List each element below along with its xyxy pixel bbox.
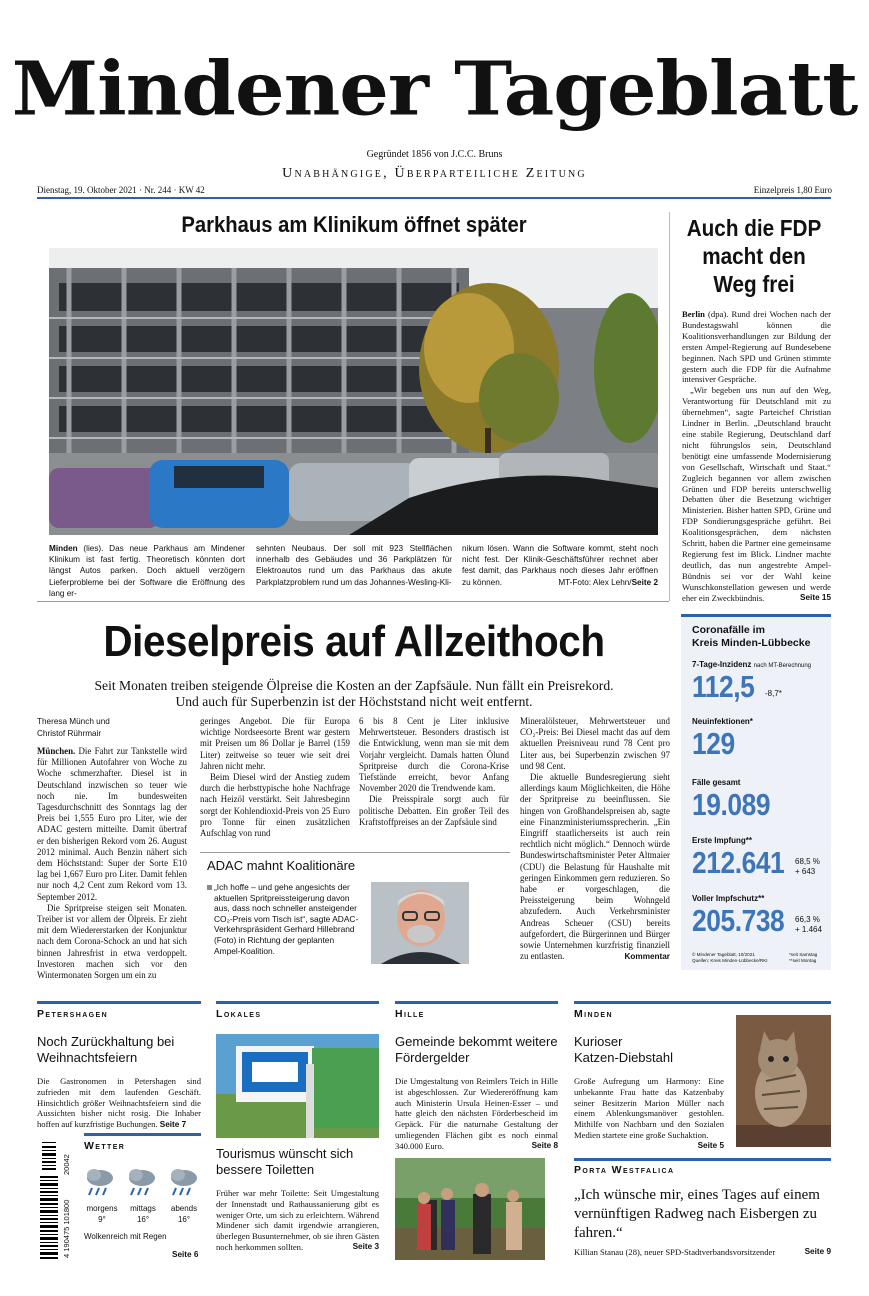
faelle-label: Fälle gesamt bbox=[692, 778, 741, 787]
hille-photo bbox=[395, 1158, 545, 1260]
wetter-head: Wetter bbox=[84, 1140, 126, 1152]
rain-cloud-icon bbox=[129, 1169, 155, 1195]
erst-delta: 68,5 % + 643 bbox=[795, 857, 820, 876]
rain-cloud-icon bbox=[87, 1169, 113, 1195]
col-text: geringes Angebot. Die für Europa wichtige Nordseesorte Brent war gestern mit Preisen um 86 Dollar je Barrel (159 Liter) zeitweise so teuer wie seit drei Jahren nicht mehr. bbox=[200, 716, 350, 771]
col-text: Die Spritpreise steigen seit Monaten. Treiber ist vor allem der Ölpreis. Er zieht mit dem Wiedererstarken der Konjunktur nach dem Corona-Schock an und hat sich binnen Jahresfrist in etwa verdoppelt. Investoren machen sich vor den Wintermonaten Sorgen um ein zu bbox=[37, 902, 187, 981]
voll-value: 205.738 bbox=[692, 903, 785, 938]
erst-value: 212.641 bbox=[692, 845, 785, 880]
section-rule bbox=[395, 1001, 558, 1004]
price: Einzelpreis 1,80 Euro bbox=[753, 185, 832, 195]
minden-title: Kurioser Katzen-Diebstahl bbox=[574, 1034, 673, 1065]
fdp-body bbox=[682, 309, 831, 603]
parkhaus-photo bbox=[49, 248, 658, 535]
parkhaus-caption-col3 bbox=[462, 543, 658, 588]
section-rule bbox=[37, 1001, 201, 1004]
lokales-title: Tourismus wünscht sich bessere Toiletten bbox=[216, 1146, 354, 1177]
fdp-text2: „Wir begeben uns nun auf den Weg, Verantwortung für Deutschland mit zu übernehmen“, sagte Parteichef Christian Lindner in Berlin. „Deutschland braucht eine stabile Regierung, Deutschland darf nicht führungslos sein, Deutschland benötigt eine umfassende Modernisierung von Gesellschaft, Wirtschaft und Staat.“ Zugleich begannen vor allem zwischen Grünen und FDP bereits unterschwellig Debatten über die Besetzung wichtiger Ministerien. Bisher hatten SPD, Grüne und FDP Sondierungsgespräche geführt. Bei Koalitionsgesprächen, dem nächsten Schritt, haben die Partner eine gemeinsame Regierung fest im Blick. Lindner machte deutlich, das nun angestrebte Ampel-Bündnis sei vor der Wahl keine Wunschkonstellation gewesen und werde eher ein Zweckbündnis. bbox=[682, 385, 831, 603]
hille-body: Die Umgestaltung von Reimlers Teich in Hille ist abgeschlossen. Zur Wiedereröffnung kam auch Ministerin Ursula Heinen-Esser – und hatte gleich den nächsten Förderbescheid im Gepäck. Für die naturnahe Gestaltung der umliegenden Flächen gibt es noch einmal 340.000 Euro. Seite 8 bbox=[395, 1076, 558, 1151]
wetter-pageref[interactable]: Seite 6 bbox=[172, 1250, 199, 1259]
lokales-pageref[interactable]: Seite 3 bbox=[352, 1241, 379, 1251]
col-text: Die Fahrt zur Tankstelle wird für Millionen Autofahrer von Woche zu Woche schmerzhafter. Diesel ist in Deutschland inzwischen so teuer wie noch nie. Im bundesweiten Tagesdurchschnitt des Sonntags lag der Preis bei 1,555 Euro pro Liter, wie der ADAC gestern mitteilte. Damit übertraf er den bisherigen Rekord vom 26. August 2012 minimal. Auch Benzin nähert sich dem Höchststand: Super der Sorte E10 lag bei 1,667 Euro pro Liter. Damit fehlen nur noch 4,2 Cent zum Rekord vom 13. September 2012. bbox=[37, 746, 187, 902]
author-line: Theresa Münch und bbox=[37, 717, 110, 726]
kommentar-ref[interactable]: Kommentar bbox=[624, 952, 670, 962]
inzidenz-value: 112,5 bbox=[692, 669, 755, 704]
fdp-headline: Auch die FDP macht den Weg frei bbox=[686, 215, 822, 297]
petershagen-head: Petershagen bbox=[37, 1008, 109, 1020]
diesel-subline bbox=[40, 678, 668, 710]
neuinf-label: Neuinfektionen* bbox=[692, 717, 753, 726]
col-text: Die aktuelle Bundesregierung sieht allerdings kaum Möglichkeiten, die Höhe der Spritpreise zu beeinflussen. Sie hingen von Großhandelspreisen ab, sagte eine Finanzministeriumssprecherin. „Ein Eingriff staatlicherseits ist auch rein rechtlich nicht möglich.“ Dennoch würde Bundeswirtschaftsminister Peter Altmaier (CDU) die Belastung für Haushalte mit geringen Einkommen gern reduzieren. So habe er vorgeschlagen, die Preissteigerung beim Wohngeld abzufedern. Auch Verkehrsminister Andreas Scheuer (CSU) bereits aufgefordert, die Bürgerinnen und Bürger sowie Unternehmen kurzfristig finanziell zu entlasten. bbox=[520, 772, 670, 962]
caption-text: (lies). Das neue Parkhaus am Mindener Klinikum ist fast fertig. Theoretisch könnten dort längst Autos parken. Doch aktuell verzögern Lieferprobleme bei der Software die Eröffnung des lang er- bbox=[49, 544, 245, 598]
diesel-col2 bbox=[200, 716, 350, 839]
petershagen-title: Noch Zurückhaltung bei Weihnachtsfeiern bbox=[37, 1034, 175, 1065]
inzidenz-delta: -8,7* bbox=[765, 689, 782, 698]
divider bbox=[37, 601, 669, 602]
faelle-value: 19.089 bbox=[692, 787, 771, 822]
hille-pageref[interactable]: Seite 8 bbox=[531, 1140, 558, 1150]
photo-credit: MT-Foto: Alex Lehn/Seite 2 bbox=[558, 577, 658, 587]
porta-pageref[interactable]: Seite 9 bbox=[804, 1247, 831, 1256]
corona-box bbox=[681, 614, 831, 970]
lokales-head: Lokales bbox=[216, 1008, 262, 1020]
minden-cat-photo bbox=[736, 1015, 831, 1147]
adac-box bbox=[200, 852, 510, 974]
fdp-pageref[interactable]: Seite 15 bbox=[800, 592, 831, 602]
weather-morning: morgens 9° bbox=[86, 1204, 118, 1224]
col-text: Mineralölsteuer, Mehrwertsteuer und CO₂-Preis: Bei Diesel macht das auf dem aktuellen Preisniveau rund 78 Cent pro Liter aus, bei Superbenzin zwischen 97 und 98 Cent. bbox=[520, 716, 670, 771]
dateline: Dienstag, 19. Oktober 2021 · Nr. 244 · KW 42 bbox=[37, 185, 205, 195]
col-text: Die Preisspirale sorgt auch für politische Debatten. Ein großer Teil des Kraftstoffpreises an der Zapfsäule sind bbox=[359, 794, 509, 827]
diesel-col3 bbox=[359, 716, 509, 828]
hille-head: Hille bbox=[395, 1008, 425, 1020]
lokales-body: Früher war mehr Toilette: Seit Umgestaltung der Innenstadt und Rathaussanierung gibt es weniger Orte, um sich zu erleichtern. Während Mindener sich damit irgendwie arrangieren, überlegen Busunternehmer, ob sie ihren Gästen noch herkommen sollten. Seite 3 bbox=[216, 1188, 379, 1252]
parkhaus-caption-col2: sehnten Neubaus. Der soll mit 923 Stellflächen innerhalb des Gebäudes und 36 Parkplätzen für Elektroautos rund um das Parkhaus das akute Parkplatzproblem rund um das Johannes-Wesling-Kli- bbox=[256, 544, 452, 587]
petershagen-body: Die Gastronomen in Petershagen sind zufrieden mit dem laufenden Geschäft. Hinsichtlich größer Weihnachtsfeiern sind die Aussichten bisher nicht rosig. Die Inhaber hoffen auf kurzfristige Buchungen. Seite 7 bbox=[37, 1076, 201, 1130]
issue-number: 20042 bbox=[62, 1154, 71, 1175]
section-rule bbox=[574, 1001, 831, 1004]
minden-body: Große Aufregung um Harmony: Eine unbekannte Frau hatte das Katzenbaby seiner Besitzerin Marion Müller nach einem Ablenkungsmanöver gestohlen. Mithilfe von Nachbarn und den Sozialen Medien startete eine große Suchaktion. Seite 5 bbox=[574, 1076, 724, 1150]
rain-cloud-icon bbox=[171, 1169, 197, 1195]
weather-icons bbox=[82, 1164, 202, 1198]
adac-text: „Ich hoffe – und gehe angesichts der aktuellen Spritpreissteigerung davon aus, dass noch schneller ansteigender CO₂-Preis vom Tisch ist“, sagte ADAC-Verkehrspräsident Gerhard Hillebrand (Foto) in Richtung der geplanten Ampel-Koalition. bbox=[214, 882, 359, 956]
porta-attribution: Killian Stanau (28), neuer SPD-Stadtverbandsvorsitzender Seite 9 bbox=[574, 1247, 831, 1257]
adac-portrait bbox=[371, 882, 469, 964]
neuinf-value: 129 bbox=[692, 726, 735, 761]
porta-head: Porta Westfalica bbox=[574, 1164, 675, 1176]
parkhaus-caption-col1 bbox=[49, 543, 245, 599]
corona-footnote-source: © Mindener Tageblatt, 10/2021 Quellen: Kreis Minden-Lübbecke/RKI bbox=[692, 952, 768, 963]
weather-desc: Wolkenreich mit Regen bbox=[84, 1232, 167, 1241]
erst-label: Erste Impfung** bbox=[692, 836, 753, 845]
founded-line: Gegründet 1856 von J.C.C. Bruns bbox=[366, 149, 503, 160]
porta-quote: „Ich wünsche mir, eines Tages auf einem vernünftigen Radweg nach Eisbergen zu fahren.“ bbox=[574, 1187, 820, 1241]
weather-evening: abends 16° bbox=[170, 1204, 198, 1224]
author-line: Christof Rührmair bbox=[37, 729, 102, 738]
voll-delta: 66,3 % + 1.464 bbox=[795, 915, 822, 934]
diesel-subline-1: Seit Monaten treiben steigende Ölpreise die Kosten an der Zapfsäule. Nun fällt ein Preisrekord. bbox=[94, 678, 614, 693]
parkhaus-pageref[interactable]: Seite 2 bbox=[631, 577, 658, 587]
inzidenz-label: 7-Tage-Inzidenz nach MT-Berechnung bbox=[692, 660, 812, 669]
diesel-authors bbox=[37, 716, 110, 740]
petershagen-pageref[interactable]: Seite 7 bbox=[159, 1120, 187, 1130]
bullet-icon bbox=[207, 885, 212, 890]
col-text: 6 bis 8 Cent je Liter inklusive Mehrwertsteuer. Besonders drastisch ist die Entwicklung, wenn man sie mit dem Vorjahr vergleicht. Damals hatten Ölund Spritpreise durch die Corona-Krise Tiefstände erreicht, bevor Anfang November 2020 die Trendwende kam. bbox=[359, 716, 509, 794]
divider bbox=[200, 852, 510, 853]
minden-head: Minden bbox=[574, 1008, 613, 1020]
adac-title: ADAC mahnt Koalitionäre bbox=[207, 858, 356, 873]
hille-title: Gemeinde bekommt weitere Fördergelder bbox=[395, 1034, 558, 1065]
caption-lead: Minden bbox=[49, 544, 78, 553]
corona-title: Coronafälle im Kreis Minden-Lübbecke bbox=[692, 624, 811, 649]
diesel-col4 bbox=[520, 716, 670, 962]
weather-noon: mittags 16° bbox=[130, 1204, 156, 1224]
section-rule bbox=[216, 1001, 379, 1004]
corona-footnote-legend: *seit Samstag **seit Montag bbox=[789, 952, 818, 963]
masthead-rule bbox=[37, 197, 831, 199]
barcode-number: 4 190475 101800 bbox=[62, 1199, 71, 1258]
diesel-headline: Dieselpreis auf Allzeithoch bbox=[103, 617, 605, 666]
masthead-title: Mindener Tageblatt bbox=[11, 46, 858, 133]
fdp-text1: (dpa). Rund drei Wochen nach der Bundestagswahl können die Koalitionsverhandlungen zur Bildung der ersten Ampel-Regierung auf Bundesebene beginnen. Nach SPD und Grünen stimmte gestern auch die FDP für die Aufnahme intensiver Gespräche. bbox=[682, 309, 831, 385]
minden-pageref[interactable]: Seite 5 bbox=[697, 1140, 724, 1150]
diesel-subline-2: Und auch für Superbenzin ist der Höchststand nicht weit entfernt. bbox=[175, 694, 533, 709]
section-rule bbox=[84, 1133, 201, 1136]
col-text: Beim Diesel wird der Anstieg zudem durch die herbsttypische hohe Nachfrage nach Heizöl verstärkt. Seit Jahresbeginn sorgt der Kohlendioxid-Preis von 25 Euro pro Tonne für einen zusätzlichen Aufschlag von rund bbox=[200, 772, 350, 839]
caption-text: nikum lösen. Wann die Software kommt, steht noch nicht fest. Der Klinik-Geschäftsführer rechnet aber fest damit, das Parkhaus noch dieses Jahr eröffnen zu können. bbox=[462, 544, 658, 587]
divider bbox=[669, 212, 670, 601]
diesel-lead: München. bbox=[37, 746, 76, 756]
diesel-col1 bbox=[37, 746, 187, 981]
voll-label: Voller Impfschutz** bbox=[692, 894, 765, 903]
lokales-photo bbox=[216, 1034, 379, 1138]
masthead-subtitle: Unabhängige, Überparteiliche Zeitung bbox=[282, 166, 587, 181]
parkhaus-headline: Parkhaus am Klinikum öffnet später bbox=[181, 212, 527, 237]
section-rule bbox=[574, 1158, 831, 1161]
fdp-lead: Berlin bbox=[682, 309, 705, 319]
